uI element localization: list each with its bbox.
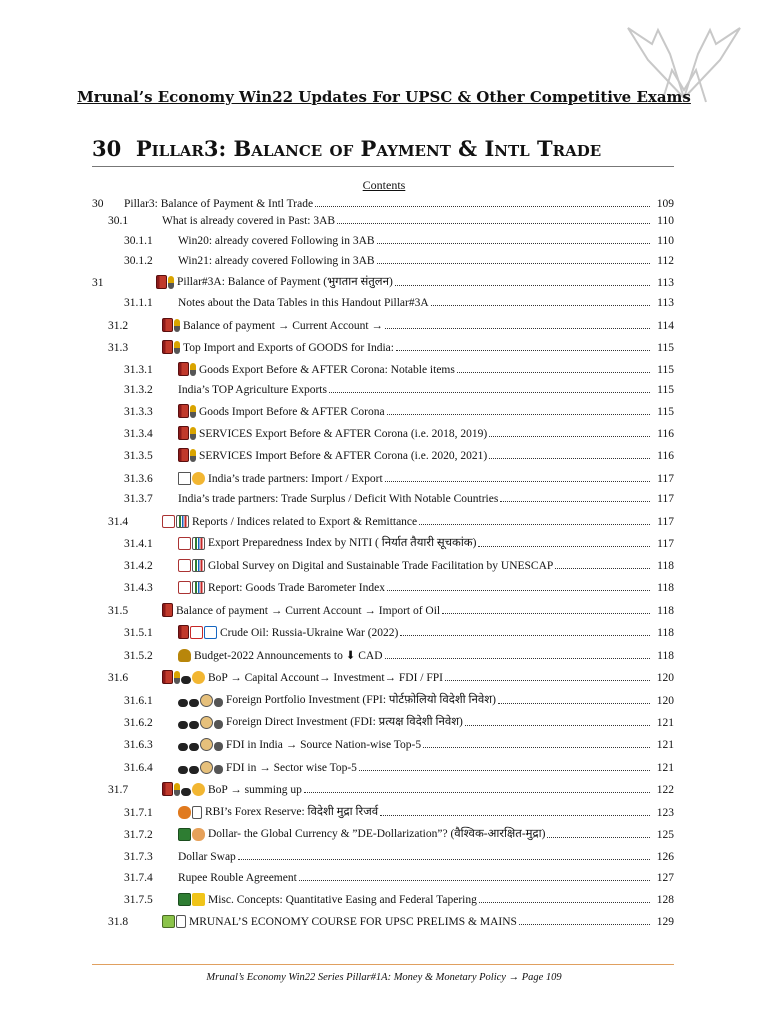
bars-icon bbox=[192, 537, 205, 550]
mail-icon bbox=[178, 537, 191, 550]
medal-icon bbox=[190, 427, 196, 440]
toc-entry-page: 116 bbox=[657, 428, 674, 440]
toc-entry-page: 118 bbox=[657, 605, 674, 617]
toc-entry[interactable] bbox=[92, 316, 674, 334]
cash-icon bbox=[178, 828, 191, 841]
toc-entry-number: 31.7.2 bbox=[124, 829, 153, 841]
toc-entry-title: SERVICES Export Before & AFTER Corona (i.e. 2018, 2019) bbox=[199, 428, 488, 440]
toc-entry-number: 31.6.2 bbox=[124, 717, 153, 729]
chapter-heading: 30 Pillar3: Balance of Payment & Intl Trade bbox=[92, 136, 602, 161]
toc-entry-number: 31.7.4 bbox=[124, 872, 153, 884]
toc-entry-page: 126 bbox=[656, 851, 674, 863]
toc-dot-leader bbox=[519, 924, 650, 925]
toc-entry-title: Win21: already covered Following in 3AB bbox=[178, 255, 375, 267]
toc-entry-number: 31.6.1 bbox=[124, 695, 153, 707]
toc-dot-leader bbox=[457, 372, 650, 373]
toc-entry-number: 31.3.4 bbox=[124, 428, 153, 440]
spark-icon bbox=[192, 893, 205, 906]
toc-entry-number: 31.3.6 bbox=[124, 473, 153, 485]
toc-dot-leader bbox=[431, 305, 650, 306]
tiger-icon bbox=[178, 806, 191, 819]
toc-entry-page: 121 bbox=[656, 762, 674, 774]
toc-dot-leader bbox=[238, 859, 650, 860]
bars-icon bbox=[192, 559, 205, 572]
toc-entry-number: 31.3.7 bbox=[124, 493, 153, 505]
book-icon bbox=[162, 340, 173, 354]
toc-entry-title: Export Preparedness Index by NITI ( निर्यात तैयारी सूचकांक) bbox=[208, 537, 477, 549]
toc-entry-page: 113 bbox=[657, 297, 674, 309]
heart-icon bbox=[214, 720, 223, 729]
arrow-icon bbox=[181, 676, 191, 684]
bag-icon bbox=[178, 649, 191, 662]
toc-entry-number: 31.5.2 bbox=[124, 650, 153, 662]
toc-entry-page: 115 bbox=[657, 406, 674, 418]
medal-icon bbox=[174, 671, 180, 684]
toc-entry-page: 115 bbox=[657, 342, 674, 354]
toc-dot-leader bbox=[385, 328, 650, 329]
toc-entry[interactable] bbox=[92, 668, 674, 686]
toc-entry[interactable] bbox=[92, 578, 674, 596]
toc-entry-number: 30.1.2 bbox=[124, 255, 153, 267]
toc-dot-leader bbox=[387, 414, 650, 415]
toc-dot-leader bbox=[385, 481, 650, 482]
face-icon bbox=[200, 716, 213, 729]
toc-entry-page: 118 bbox=[657, 582, 674, 594]
toc-entry-title: Win20: already covered Following in 3AB bbox=[178, 235, 375, 247]
toc-entry-number: 31.5.1 bbox=[124, 627, 153, 639]
toc-dot-leader bbox=[387, 590, 650, 591]
toc-entry[interactable] bbox=[92, 646, 674, 664]
toc-entry-number: 31.3.5 bbox=[124, 450, 153, 462]
medal-icon bbox=[168, 276, 174, 289]
toc-entry-number: 31.7.3 bbox=[124, 851, 153, 863]
bars-icon bbox=[176, 515, 189, 528]
toc-dot-leader bbox=[385, 658, 650, 659]
toc-entry-page: 122 bbox=[656, 784, 674, 796]
toc-dot-leader bbox=[304, 792, 650, 793]
arrow-icon bbox=[189, 721, 199, 729]
toc-entry-page: 123 bbox=[656, 807, 674, 819]
toc-entry[interactable] bbox=[92, 512, 674, 530]
medal-icon bbox=[174, 783, 180, 796]
toc-entry-title: Pillar3: Balance of Payment & Intl Trade bbox=[124, 198, 314, 210]
handshake-icon bbox=[192, 783, 205, 796]
toc-entry-page: 120 bbox=[656, 672, 674, 684]
toc-dot-leader bbox=[489, 436, 650, 437]
toc-entry[interactable] bbox=[92, 231, 674, 249]
toc-entry-number: 30.1.1 bbox=[124, 235, 153, 247]
toc-entry[interactable] bbox=[92, 847, 674, 865]
mail-icon bbox=[178, 559, 191, 572]
toc-entry-title: BoP → summing up bbox=[208, 784, 302, 796]
toc-entry-page: 110 bbox=[657, 215, 674, 227]
toc-entry[interactable] bbox=[92, 556, 674, 574]
toc-entry-page: 118 bbox=[657, 650, 674, 662]
toc-entry-page: 121 bbox=[656, 739, 674, 751]
book-icon bbox=[162, 782, 173, 796]
toc-entry-page: 115 bbox=[657, 384, 674, 396]
toc-entry-page: 117 bbox=[657, 473, 674, 485]
toc-entry[interactable] bbox=[92, 424, 674, 442]
toc-entry[interactable] bbox=[92, 780, 674, 798]
toc-entry-number: 31.6 bbox=[108, 672, 129, 684]
toc-entry-title: Reports / Indices related to Export & Remittance bbox=[192, 516, 418, 528]
toc-dot-leader bbox=[400, 635, 650, 636]
face-icon bbox=[200, 738, 213, 751]
chapter-rule bbox=[92, 166, 674, 167]
toc-entry-number: 31.2 bbox=[108, 320, 129, 332]
toc-entry-page: 118 bbox=[657, 627, 674, 639]
toc-entry-title: Dollar- the Global Currency & ”DE-Dollarization”? (वैश्विक-आरक्षित-मुद्रा) bbox=[208, 828, 546, 840]
toc-dot-leader bbox=[479, 902, 650, 903]
toc-entry[interactable] bbox=[92, 469, 674, 487]
doc-icon bbox=[176, 915, 186, 928]
handshake-icon bbox=[192, 472, 205, 485]
toc-dot-leader bbox=[377, 263, 650, 264]
book-icon bbox=[178, 625, 189, 639]
toc-entry-number: 31.4 bbox=[108, 516, 129, 528]
toc-dot-leader bbox=[419, 524, 650, 525]
toc-entry-title: FDI in India → Source Nation-wise Top-5 bbox=[226, 739, 422, 751]
toc-entry-title: Global Survey on Digital and Sustainable Trade Facilitation by UNESCAP bbox=[208, 560, 554, 572]
arrow-icon bbox=[189, 699, 199, 707]
toc-entry-number: 31.7.5 bbox=[124, 894, 153, 906]
toc-entry-number: 31.7 bbox=[108, 784, 129, 796]
toc-entry-title: Misc. Concepts: Quantitative Easing and Federal Tapering bbox=[208, 894, 477, 906]
toc-entry-title: Foreign Portfolio Investment (FPI: पोर्टफ़ोलियो विदेशी निवेश) bbox=[226, 694, 496, 706]
page-footer: Mrunal’s Economy Win22 Series Pillar#1A: Money & Monetary Policy → Page 109 bbox=[206, 972, 562, 983]
toc-entry[interactable] bbox=[92, 251, 674, 269]
medal-icon bbox=[190, 363, 196, 376]
medal-icon bbox=[174, 341, 180, 354]
arrow-icon bbox=[181, 788, 191, 796]
book-icon bbox=[162, 318, 173, 332]
toc-entry[interactable] bbox=[92, 194, 674, 212]
toc-dot-leader bbox=[555, 568, 650, 569]
toc-entry[interactable] bbox=[92, 360, 674, 378]
handshake-icon bbox=[192, 671, 205, 684]
toc-entry-number: 31.3.1 bbox=[124, 364, 153, 376]
toc-entry[interactable] bbox=[92, 691, 674, 709]
toc-dot-leader bbox=[337, 223, 650, 224]
toc-entry-page: 112 bbox=[657, 255, 674, 267]
toc-dot-leader bbox=[377, 243, 650, 244]
toc-dot-leader bbox=[445, 680, 650, 681]
toc-dot-leader bbox=[315, 206, 650, 207]
cart-icon bbox=[178, 472, 191, 485]
toc-entry-number: 31.3.2 bbox=[124, 384, 153, 396]
book-icon bbox=[178, 404, 189, 418]
toc-entry-title: Crude Oil: Russia-Ukraine War (2022) bbox=[220, 627, 399, 639]
toc-dot-leader bbox=[465, 725, 650, 726]
toc-entry-page: 125 bbox=[656, 829, 674, 841]
bars-icon bbox=[192, 581, 205, 594]
toc-dot-leader bbox=[547, 837, 650, 838]
medal-icon bbox=[174, 319, 180, 332]
toc-entry[interactable] bbox=[92, 293, 674, 311]
toc-entry-title: RBI’s Forex Reserve: विदेशी मुद्रा रिजर्व bbox=[205, 806, 379, 818]
toc-entry-title: Budget-2022 Announcements to ⬇ CAD bbox=[194, 650, 383, 662]
book-icon bbox=[162, 603, 173, 617]
doc-icon bbox=[192, 806, 202, 819]
arrow-icon bbox=[178, 699, 188, 707]
toc-entry-title: Pillar#3A: Balance of Payment (भुगतान संतुलन) bbox=[177, 276, 393, 288]
toc-entry-page: 121 bbox=[656, 717, 674, 729]
toc-entry[interactable] bbox=[92, 338, 674, 356]
toc-entry[interactable] bbox=[92, 825, 674, 843]
arm-icon bbox=[192, 828, 205, 841]
toc-entry-number: 31.4.2 bbox=[124, 560, 153, 572]
toc-entry-number: 31.3 bbox=[108, 342, 129, 354]
toc-dot-leader bbox=[380, 815, 650, 816]
book-icon bbox=[162, 670, 173, 684]
chartup-icon bbox=[190, 626, 203, 639]
toc-entry-page: 117 bbox=[657, 516, 674, 528]
mail-icon bbox=[162, 515, 175, 528]
toc-entry-number: 31.1.1 bbox=[124, 297, 153, 309]
medal-icon bbox=[190, 449, 196, 462]
toc-entry-title: BoP → Capital Account→ Investment→ FDI / FPI bbox=[208, 672, 443, 684]
toc-entry[interactable] bbox=[92, 868, 674, 886]
toc-entry[interactable] bbox=[92, 713, 674, 731]
footer-rule bbox=[92, 964, 674, 965]
toc-entry-number: 31.7.1 bbox=[124, 807, 153, 819]
toc-entry[interactable] bbox=[92, 623, 674, 641]
toc-entry[interactable] bbox=[92, 890, 674, 908]
toc-entry[interactable] bbox=[92, 803, 674, 821]
arrow-icon bbox=[189, 766, 199, 774]
arrow-icon bbox=[178, 721, 188, 729]
face-icon bbox=[200, 694, 213, 707]
toc-entry-page: 109 bbox=[656, 198, 674, 210]
toc-entry[interactable] bbox=[92, 534, 674, 552]
toc-entry-page: 110 bbox=[657, 235, 674, 247]
toc-entry-title: Goods Export Before & AFTER Corona: Notable items bbox=[199, 364, 455, 376]
toc-dot-leader bbox=[329, 392, 650, 393]
toc-entry-number: 31.3.3 bbox=[124, 406, 153, 418]
toc-dot-leader bbox=[359, 770, 650, 771]
toc-entry-page: 120 bbox=[656, 695, 674, 707]
toc-entry-page: 117 bbox=[657, 493, 674, 505]
toc-entry[interactable] bbox=[92, 273, 674, 291]
toc-entry-page: 113 bbox=[657, 277, 674, 289]
arrow-icon bbox=[178, 766, 188, 774]
toc-entry[interactable] bbox=[92, 402, 674, 420]
book-icon bbox=[178, 448, 189, 462]
toc-entry-title: Goods Import Before & AFTER Corona bbox=[199, 406, 385, 418]
toc-entry-number: 31.6.4 bbox=[124, 762, 153, 774]
toc-entry-title: Top Import and Exports of GOODS for India: bbox=[183, 342, 394, 354]
toc-entry-title: Rupee Rouble Agreement bbox=[178, 872, 297, 884]
contents-title: Contents bbox=[362, 178, 406, 192]
toc-entry-title: What is already covered in Past: 3AB bbox=[162, 215, 336, 227]
toc-entry[interactable] bbox=[92, 380, 674, 398]
toc-entry-title: India’s TOP Agriculture Exports bbox=[178, 384, 327, 396]
toc-entry-title: Notes about the Data Tables in this Handout Pillar#3A bbox=[178, 297, 429, 309]
toc-entry-page: 127 bbox=[656, 872, 674, 884]
toc-entry-title: India’s trade partners: Import / Export bbox=[208, 473, 383, 485]
toc-dot-leader bbox=[489, 458, 650, 459]
arrow-icon bbox=[178, 743, 188, 751]
mail-icon bbox=[178, 581, 191, 594]
toc-entry-page: 128 bbox=[656, 894, 674, 906]
toc-entry[interactable] bbox=[92, 601, 674, 619]
chapter-number: 30 bbox=[92, 136, 122, 161]
toc-entry[interactable] bbox=[92, 912, 674, 930]
document-header: Mrunal’s Economy Win22 Updates For UPSC & Other Competitive Exams bbox=[77, 88, 691, 106]
toc-entry-title: India’s trade partners: Trade Surplus / Deficit With Notable Countries bbox=[178, 493, 499, 505]
toc-entry-number: 30.1 bbox=[108, 215, 129, 227]
book-icon bbox=[156, 275, 167, 289]
book-icon bbox=[178, 426, 189, 440]
toc-dot-leader bbox=[498, 703, 650, 704]
toc-entry-page: 118 bbox=[657, 560, 674, 572]
toc-entry-number: 31.4.3 bbox=[124, 582, 153, 594]
toc-entry-number: 30 bbox=[92, 198, 104, 210]
heart-icon bbox=[214, 742, 223, 751]
heart-icon bbox=[214, 765, 223, 774]
toc-entry-page: 114 bbox=[657, 320, 674, 332]
toc-entry-number: 31 bbox=[92, 277, 104, 289]
toc-dot-leader bbox=[478, 546, 650, 547]
toc-entry-title: Balance of payment → Current Account → bbox=[183, 320, 383, 332]
toc-entry-page: 129 bbox=[656, 916, 674, 928]
toc-entry[interactable] bbox=[92, 211, 674, 229]
toc-entry[interactable] bbox=[92, 758, 674, 776]
toc-entry-page: 115 bbox=[657, 364, 674, 376]
toc-entry-page: 117 bbox=[657, 538, 674, 550]
toc-dot-leader bbox=[395, 285, 650, 286]
toc-entry-title: FDI in → Sector wise Top-5 bbox=[226, 762, 357, 774]
chartdn-icon bbox=[204, 626, 217, 639]
toc-entry-title: SERVICES Import Before & AFTER Corona (i.e. 2020, 2021) bbox=[199, 450, 488, 462]
medal-icon bbox=[190, 405, 196, 418]
book-icon bbox=[178, 362, 189, 376]
face-icon bbox=[200, 761, 213, 774]
toc-entry[interactable] bbox=[92, 489, 674, 507]
toc-entry-number: 31.8 bbox=[108, 916, 129, 928]
toc-dot-leader bbox=[500, 501, 650, 502]
toc-entry-title: Balance of payment → Current Account → Import of Oil bbox=[176, 605, 441, 617]
cash-icon bbox=[178, 893, 191, 906]
toc-dot-leader bbox=[299, 880, 650, 881]
arrow-icon bbox=[189, 743, 199, 751]
toc-entry-number: 31.4.1 bbox=[124, 538, 153, 550]
toc-entry-title: Dollar Swap bbox=[178, 851, 236, 863]
toc-entry-page: 116 bbox=[657, 450, 674, 462]
map-icon bbox=[162, 915, 175, 928]
toc-dot-leader bbox=[423, 747, 650, 748]
toc-entry[interactable] bbox=[92, 735, 674, 753]
toc-dot-leader bbox=[442, 613, 650, 614]
toc-entry-number: 31.5 bbox=[108, 605, 129, 617]
toc-entry-number: 31.6.3 bbox=[124, 739, 153, 751]
toc-dot-leader bbox=[396, 350, 650, 351]
heart-icon bbox=[214, 698, 223, 707]
toc-entry-title: Report: Goods Trade Barometer Index bbox=[208, 582, 385, 594]
toc-entry-title: Foreign Direct Investment (FDI: प्रत्यक्ष विदेशी निवेश) bbox=[226, 716, 463, 728]
toc-entry-title: MRUNAL’S ECONOMY COURSE FOR UPSC PRELIMS & MAINS bbox=[189, 916, 517, 928]
toc-entry[interactable] bbox=[92, 446, 674, 464]
